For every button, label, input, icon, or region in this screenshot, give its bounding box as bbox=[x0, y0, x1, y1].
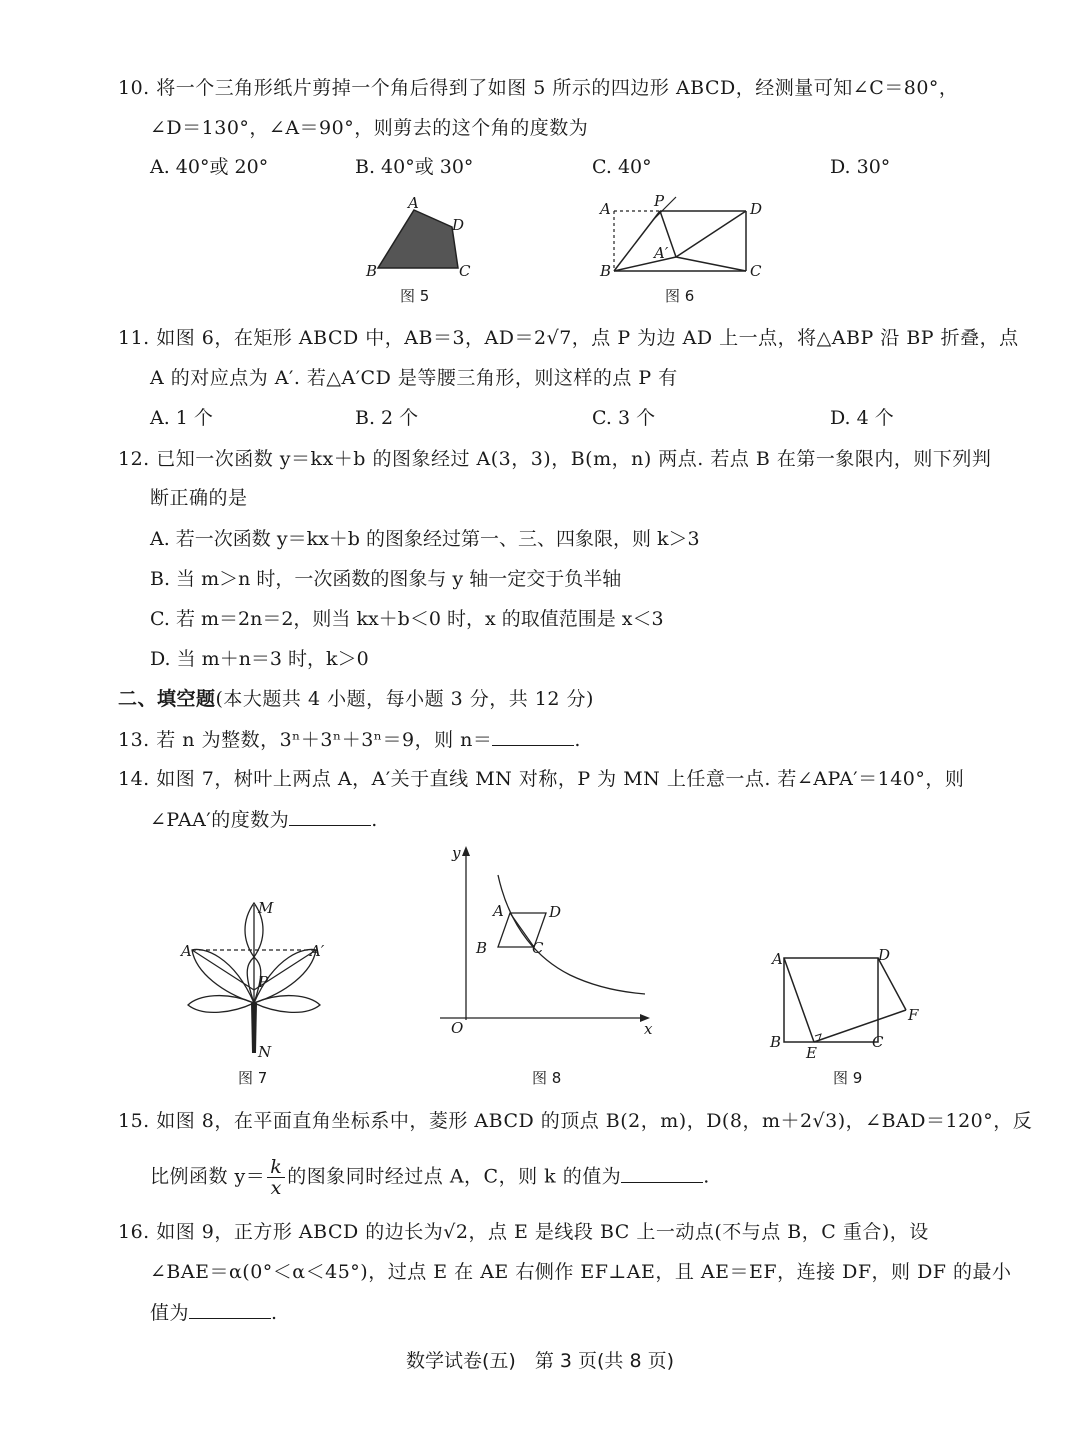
q10-option-d: D. 30° bbox=[830, 156, 891, 178]
q10-line2: ∠D＝130°，∠A＝90°，则剪去的这个角的度数为 bbox=[150, 117, 589, 139]
fig9-label-a: A bbox=[772, 950, 783, 968]
q13-text: 13. 若 n 为整数，3ⁿ＋3ⁿ＋3ⁿ＝9，则 n＝ bbox=[118, 729, 493, 751]
fig6-caption: 图 6 bbox=[665, 287, 695, 305]
q12-option-d: D. 当 m＋n＝3 时，k＞0 bbox=[150, 648, 369, 670]
page-footer: 数学试卷(五) 第 3 页(共 8 页) bbox=[406, 1350, 674, 1372]
q14-line2: ∠PAA′的度数为 . bbox=[150, 805, 378, 834]
section-2-heading bbox=[118, 685, 594, 713]
q11-option-a: A. 1 个 bbox=[150, 407, 213, 429]
q15-answer-blank bbox=[621, 1162, 703, 1183]
q10-option-c: C. 40° bbox=[592, 156, 652, 178]
figure-5-quadrilateral bbox=[360, 190, 480, 290]
fig7-label-m: M bbox=[258, 899, 274, 917]
q11-line2: A 的对应点为 A′. 若△A′CD 是等腰三角形，则这样的点 P 有 bbox=[150, 367, 678, 389]
fig9-label-d: D bbox=[878, 946, 891, 964]
fig7-caption: 图 7 bbox=[238, 1069, 268, 1087]
q16-answer-blank bbox=[189, 1298, 271, 1319]
q12-option-a: A. 若一次函数 y＝kx＋b 的图象经过第一、三、四象限，则 k＞3 bbox=[150, 528, 700, 550]
q15-fraction-numerator: k bbox=[267, 1157, 285, 1178]
fig9-label-b: B bbox=[770, 1033, 782, 1051]
figure-7-leaf bbox=[178, 895, 338, 1065]
q13-line: 13. 若 n 为整数，3ⁿ＋3ⁿ＋3ⁿ＝9，则 n＝ . bbox=[118, 725, 581, 754]
q16-line2: ∠BAE＝α(0°＜α＜45°)，过点 E 在 AE 右侧作 EF⊥AE，且 AE＝EF，连接 DF，则 DF 的最小 bbox=[150, 1261, 1012, 1283]
fig5-caption: 图 5 bbox=[400, 287, 430, 305]
q15-line1: 15. 如图 8，在平面直角坐标系中，菱形 ABCD 的顶点 B(2，m)，D(8，m＋2√3)，∠BAD＝120°，反 bbox=[118, 1110, 1033, 1132]
fig8-label-y: y bbox=[452, 844, 461, 862]
q16-line1: 16. 如图 9，正方形 ABCD 的边长为√2，点 E 是线段 BC 上一动点(不与点 B，C 重合)，设 bbox=[118, 1221, 929, 1243]
fig8-label-o: O bbox=[451, 1019, 464, 1037]
q15-line2-pre: 比例函数 y＝ bbox=[150, 1165, 266, 1188]
section-2-title: 二、填空题 bbox=[118, 688, 216, 710]
fig6-label-d: D bbox=[750, 200, 763, 218]
q11-option-d: D. 4 个 bbox=[830, 407, 894, 429]
fig8-label-b: B bbox=[476, 939, 488, 957]
section-2-note: (本大题共 4 小题，每小题 3 分，共 12 分) bbox=[215, 688, 594, 710]
figure-6-rectangle-fold bbox=[590, 190, 780, 290]
q10-option-b: B. 40°或 30° bbox=[355, 156, 474, 178]
q16-line3: 值为 . bbox=[150, 1298, 278, 1327]
fig8-label-c: C bbox=[532, 939, 544, 957]
fig9-label-f: F bbox=[908, 1006, 919, 1024]
q15-line2-post: 的图象同时经过点 A，C，则 k 的值为 bbox=[287, 1165, 622, 1188]
figure-8-coordinate-plane bbox=[430, 840, 660, 1040]
fig5-label-c: C bbox=[459, 262, 471, 280]
q12-line1: 12. 已知一次函数 y＝kx＋b 的图象经过 A(3，3)，B(m，n) 两点. 若点 B 在第一象限内，则下列判 bbox=[118, 448, 992, 470]
fig9-label-e: E bbox=[806, 1044, 817, 1062]
fig8-label-a: A bbox=[493, 902, 504, 920]
q14-answer-blank bbox=[289, 805, 371, 826]
q15-line2: 比例函数 y＝ $\frac{k}{x}$ 的图象同时经过点 A，C，则 k 的值为 . bbox=[150, 1156, 710, 1199]
fig6-label-a: A bbox=[600, 200, 611, 218]
fig6-label-a-prime: A′ bbox=[654, 244, 669, 262]
fig6-label-c: C bbox=[750, 262, 762, 280]
fig8-caption: 图 8 bbox=[532, 1069, 562, 1087]
fig9-label-c: C bbox=[872, 1033, 884, 1051]
q15-fraction bbox=[267, 1157, 285, 1198]
q12-line2: 断正确的是 bbox=[150, 487, 248, 509]
fig5-label-b: B bbox=[366, 262, 378, 280]
fig6-label-b: B bbox=[600, 262, 612, 280]
q11-option-b: B. 2 个 bbox=[355, 407, 419, 429]
q15-fraction-denominator: x bbox=[270, 1177, 282, 1199]
q11-line1: 11. 如图 6，在矩形 ABCD 中，AB＝3，AD＝2√7，点 P 为边 AD 上一点，将△ABP 沿 BP 折叠，点 bbox=[118, 327, 1019, 349]
q12-option-b: B. 当 m＞n 时，一次函数的图象与 y 轴一定交于负半轴 bbox=[150, 568, 622, 590]
q13-answer-blank bbox=[492, 725, 574, 746]
fig6-label-p: P bbox=[654, 192, 665, 210]
fig5-label-d: D bbox=[452, 216, 465, 234]
q14-line2-text: ∠PAA′的度数为 bbox=[150, 809, 290, 831]
fig7-label-a: A bbox=[181, 942, 192, 960]
fig9-caption: 图 9 bbox=[833, 1069, 863, 1087]
fig7-label-a-prime: A′ bbox=[310, 942, 325, 960]
figure-9-square bbox=[760, 940, 930, 1062]
q10-line1: 10. 将一个三角形纸片剪掉一个角后得到了如图 5 所示的四边形 ABCD，经测量可知∠C＝80°， bbox=[118, 77, 959, 99]
fig7-label-n: N bbox=[258, 1043, 272, 1061]
q12-option-c: C. 若 m＝2n＝2，则当 kx＋b＜0 时，x 的取值范围是 x＜3 bbox=[150, 608, 664, 630]
q16-line3-text: 值为 bbox=[150, 1302, 190, 1324]
fig8-label-x: x bbox=[644, 1020, 653, 1038]
q14-line1: 14. 如图 7，树叶上两点 A，A′关于直线 MN 对称，P 为 MN 上任意一点. 若∠APA′＝140°，则 bbox=[118, 768, 965, 790]
fig5-label-a: A bbox=[408, 194, 419, 212]
fig7-label-p: P bbox=[258, 973, 269, 991]
fig8-label-d: D bbox=[549, 903, 562, 921]
q10-option-a: A. 40°或 20° bbox=[150, 156, 269, 178]
q11-option-c: C. 3 个 bbox=[592, 407, 656, 429]
